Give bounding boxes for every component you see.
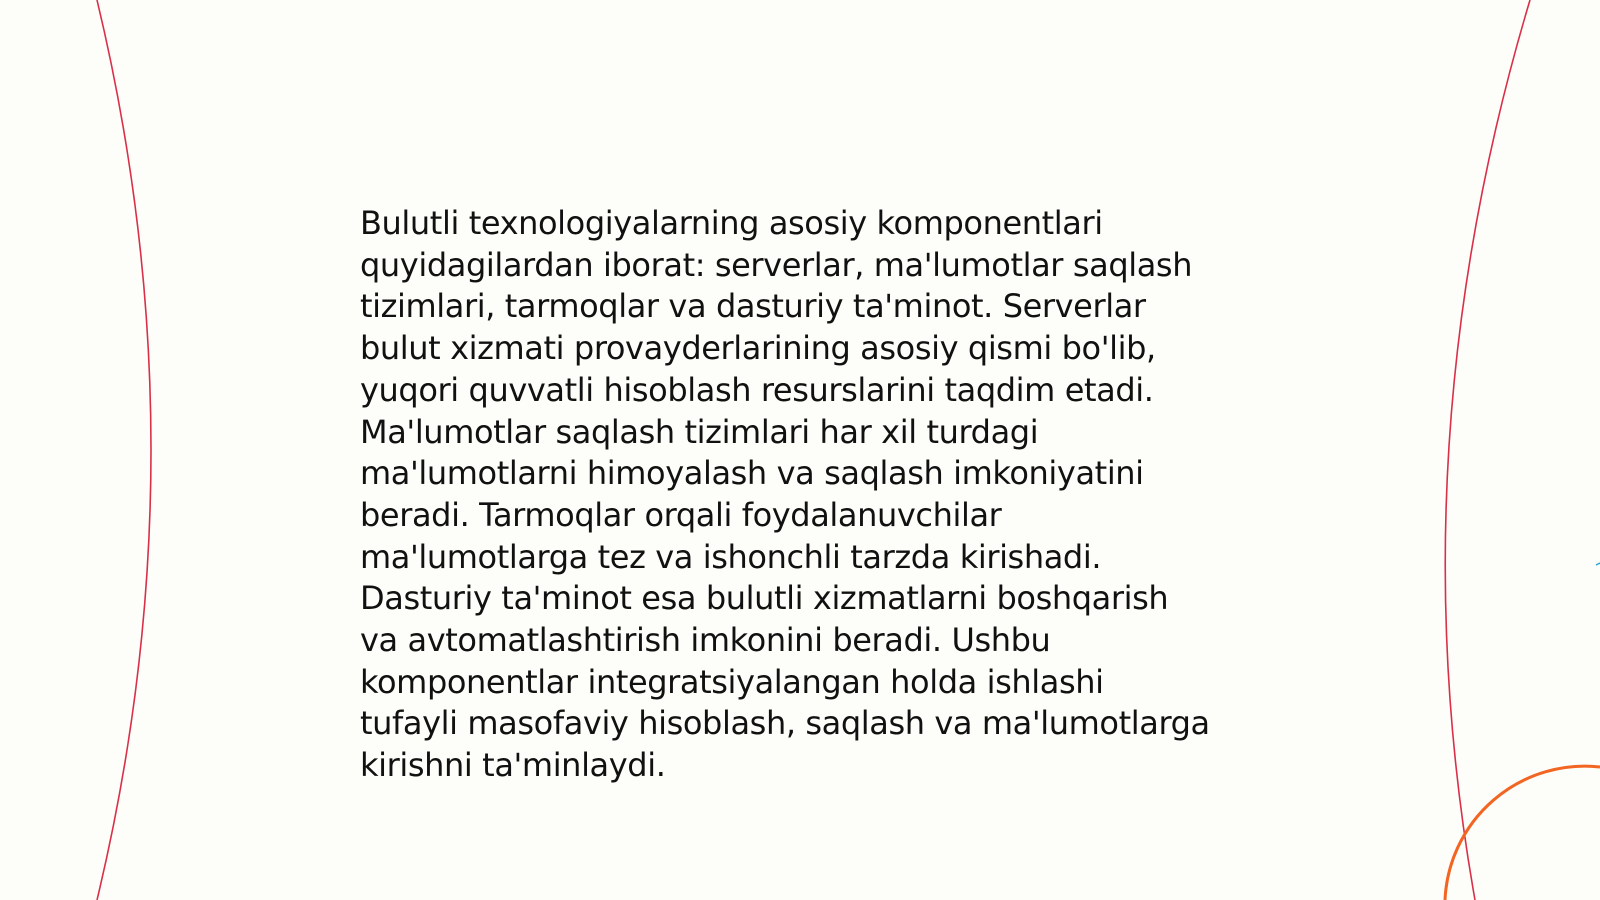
body-line: beradi. Tarmoqlar orqali foydalanuvchilar: [360, 495, 1002, 534]
right-curve: [1445, 0, 1530, 900]
corner-arc: [1445, 766, 1600, 900]
body-line: kirishni ta'minlaydi.: [360, 746, 666, 785]
body-line: yuqori quvvatli hisoblash resurslarini taqdim etadi.: [360, 370, 1154, 409]
body-line: Dasturiy ta'minot esa bulutli xizmatlarni boshqarish: [360, 579, 1169, 618]
body-line: va avtomatlashtirish imkonini beradi. Ushbu: [360, 621, 1051, 660]
body-line: Ma'lumotlar saqlash tizimlari har xil turdagi: [360, 412, 1039, 451]
body-line: quyidagilardan iborat: serverlar, ma'lumotlar saqlash: [360, 245, 1193, 284]
left-curve: [97, 0, 151, 900]
body-line: Bulutli texnologiyalarning asosiy komponentlari: [360, 204, 1103, 242]
body-line: ma'lumotlarni himoyalash va saqlash imkoniyatini: [360, 454, 1144, 493]
body-line: komponentlar integratsiyalangan holda ishlashi: [360, 662, 1104, 701]
body-line: bulut xizmati provayderlarining asosiy qismi bo'lib,: [360, 329, 1156, 368]
body-text: [360, 203, 1260, 787]
body-line: tizimlari, tarmoqlar va dasturiy ta'minot. Serverlar: [360, 287, 1146, 326]
body-line: ma'lumotlarga tez va ishonchli tarzda kirishadi.: [360, 537, 1102, 576]
body-line: tufayli masofaviy hisoblash, saqlash va ma'lumotlarga: [360, 704, 1210, 743]
accent-mark: [1596, 563, 1600, 565]
